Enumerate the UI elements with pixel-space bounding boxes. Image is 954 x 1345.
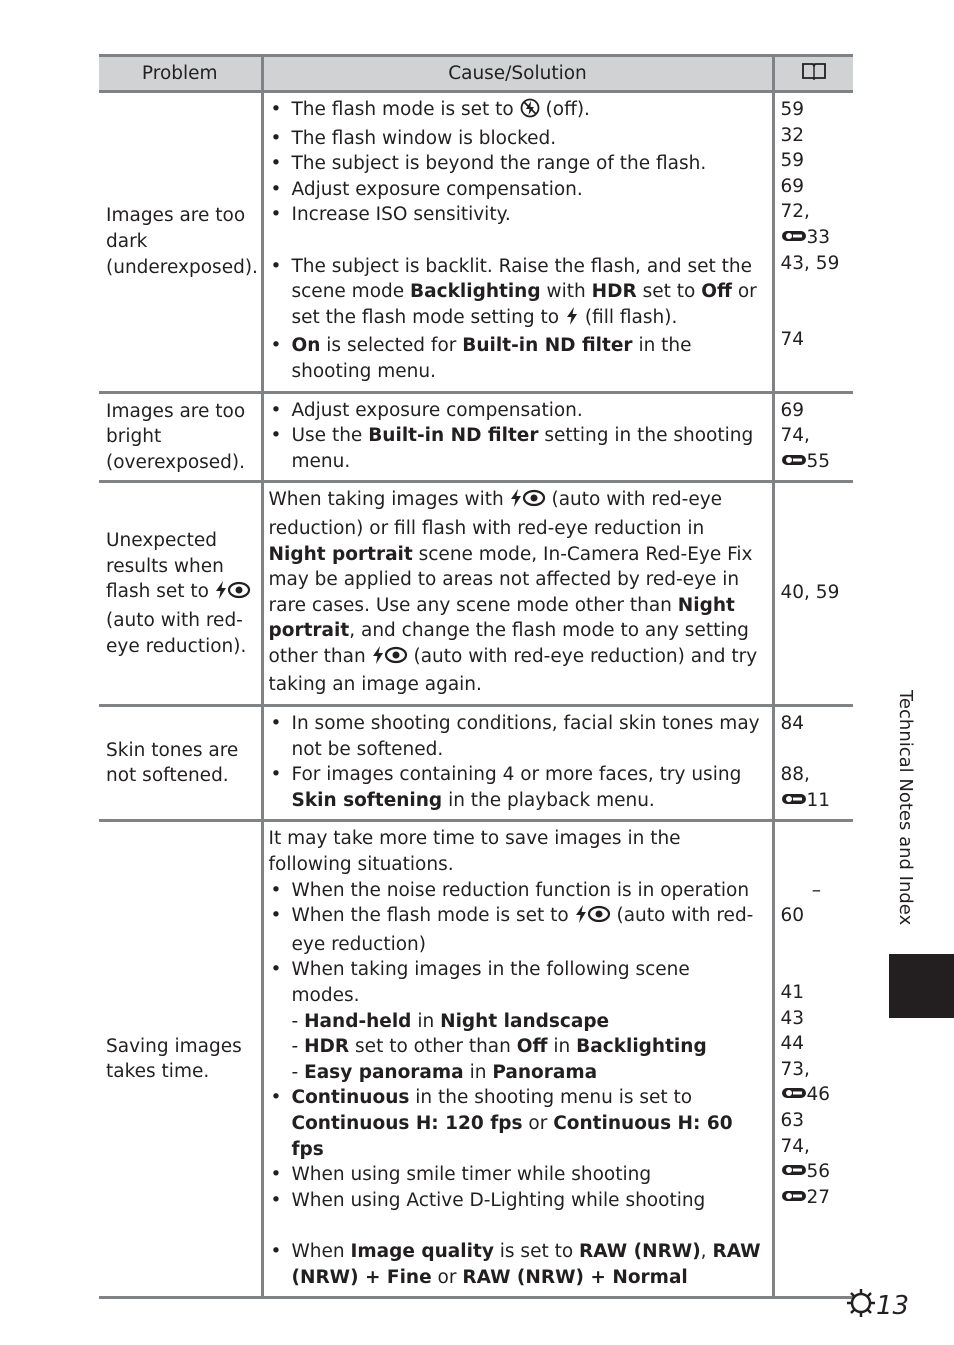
auto-red-eye-flash-icon [510,488,546,516]
list-item: - Easy panorama in Panorama [291,1061,598,1083]
reference-section-icon [781,1086,807,1104]
troubleshooting-table [99,54,853,1299]
page-cell: 59 32 59 69 72, 33 43, 59 74 [773,92,853,393]
list-item: • When taking images in the following scene modes. [269,957,764,1008]
reference-section-icon [781,453,807,471]
header-problem: Problem [99,56,262,92]
list-item: • When the noise reduction function is in operation [269,878,764,904]
cause-cell [262,706,773,821]
list-item: • Use the Built-in ND filter setting in the shooting menu. [269,423,764,474]
reference-section-icon [781,229,807,247]
auto-red-eye-flash-icon [575,904,611,932]
page-cell: 84 88, 11 [773,706,853,821]
flash-off-icon [520,98,540,126]
cause-cell: When taking images with (auto with red-eye reduction) or fill flash with red-eye reduction in Night portrait scene mode, In-Camera Red-Eye Fix may be applied to areas not affected by red-eye in rare cases. Use any scene mode other than Night portrait, and change the flash mode to any setting other than (auto with red-eye reduction) and try taking an image again. [262,482,773,706]
list-item: • For images containing 4 or more faces, try using Skin softening in the playback menu. [269,762,764,813]
technical-notes-f-icon [846,1288,876,1325]
book-reference-icon [801,61,827,86]
page-cell: 40, 59 [773,482,853,706]
list-item: • The flash mode is set to (off). [269,97,764,126]
page-cell: – 60 41 43 44 73, 46 63 74, 56 27 [773,821,853,1298]
list-item: • When the flash mode is set to (auto with red-eye reduction) [269,903,764,957]
page-cell: 69 74, 55 [773,392,853,482]
list-item: • Adjust exposure compensation. [269,398,764,424]
list-item: • When using smile timer while shooting [269,1162,764,1188]
reference-section-icon [781,1163,807,1181]
problem-cell: Skin tones are not softened. [99,706,262,821]
list-item: • On is selected for Built-in ND filter in the shooting menu. [269,333,764,384]
auto-red-eye-flash-icon [372,645,408,673]
reference-section-icon [781,1189,807,1207]
list-item: • Adjust exposure compensation. [269,177,764,203]
section-sidebar-label: Technical Notes and Index [895,690,916,926]
problem-cell: Images are too dark (underexposed). [99,92,262,393]
auto-red-eye-flash-icon [215,580,251,608]
header-page [773,56,853,92]
page-number: 13 [846,1288,909,1325]
header-cause: Cause/Solution [262,56,773,92]
problem-cell: Saving images takes time. [99,821,262,1298]
table-row [99,821,853,1298]
cause-cell: It may take more time to save images in the following situations. • When the noise reduction function is in operation • When the flash mode is set to (auto with red-eye reduction) • When taking images in the following scene modes. - Hand-held in Night landscape - HDR set to other than Off in Backlighting - Easy panorama in Panorama • Continuous in the shooting menu is set to Continuous H: 120 fps or Continuous H: 60 fps • When using smile timer while shooting • When using Active D-Lighting while shooting • When Image quality is set to RAW (NRW), RAW (NRW) + Fine or RAW (NRW) + Normal [262,821,773,1298]
list-item: - HDR set to other than Off in Backlighting [291,1036,707,1058]
list-item: • The subject is beyond the range of the flash. [269,151,764,177]
reference-section-icon [781,792,807,810]
list-item: • When using Active D-Lighting while shooting [269,1188,764,1214]
list-item: • Continuous in the shooting menu is set to Continuous H: 120 fps or Continuous H: 60 fps [269,1085,764,1162]
fill-flash-icon [565,306,579,334]
problem-cell: Images are too bright (overexposed). [99,392,262,482]
problem-cell: Unexpected results when flash set to (auto with red-eye reduction). [99,482,262,706]
list-item: • When Image quality is set to RAW (NRW), RAW (NRW) + Fine or RAW (NRW) + Normal [269,1239,764,1290]
list-item: • The flash window is blocked. [269,126,764,152]
cause-cell [262,92,773,393]
table-row [99,706,853,821]
section-tab [889,954,954,1018]
table-row [99,92,853,393]
list-item: • Increase ISO sensitivity. [269,202,764,228]
list-item: - Hand-held in Night landscape [291,1010,610,1032]
table-row [99,392,853,482]
list-item: • In some shooting conditions, facial skin tones may not be softened. [269,711,764,762]
table-header-row [99,56,853,92]
table-row [99,482,853,706]
cause-cell [262,392,773,482]
list-item: • The subject is backlit. Raise the flash, and set the scene mode Backlighting with HDR set to Off or set the flash mode setting to (fill flash). [269,254,764,334]
